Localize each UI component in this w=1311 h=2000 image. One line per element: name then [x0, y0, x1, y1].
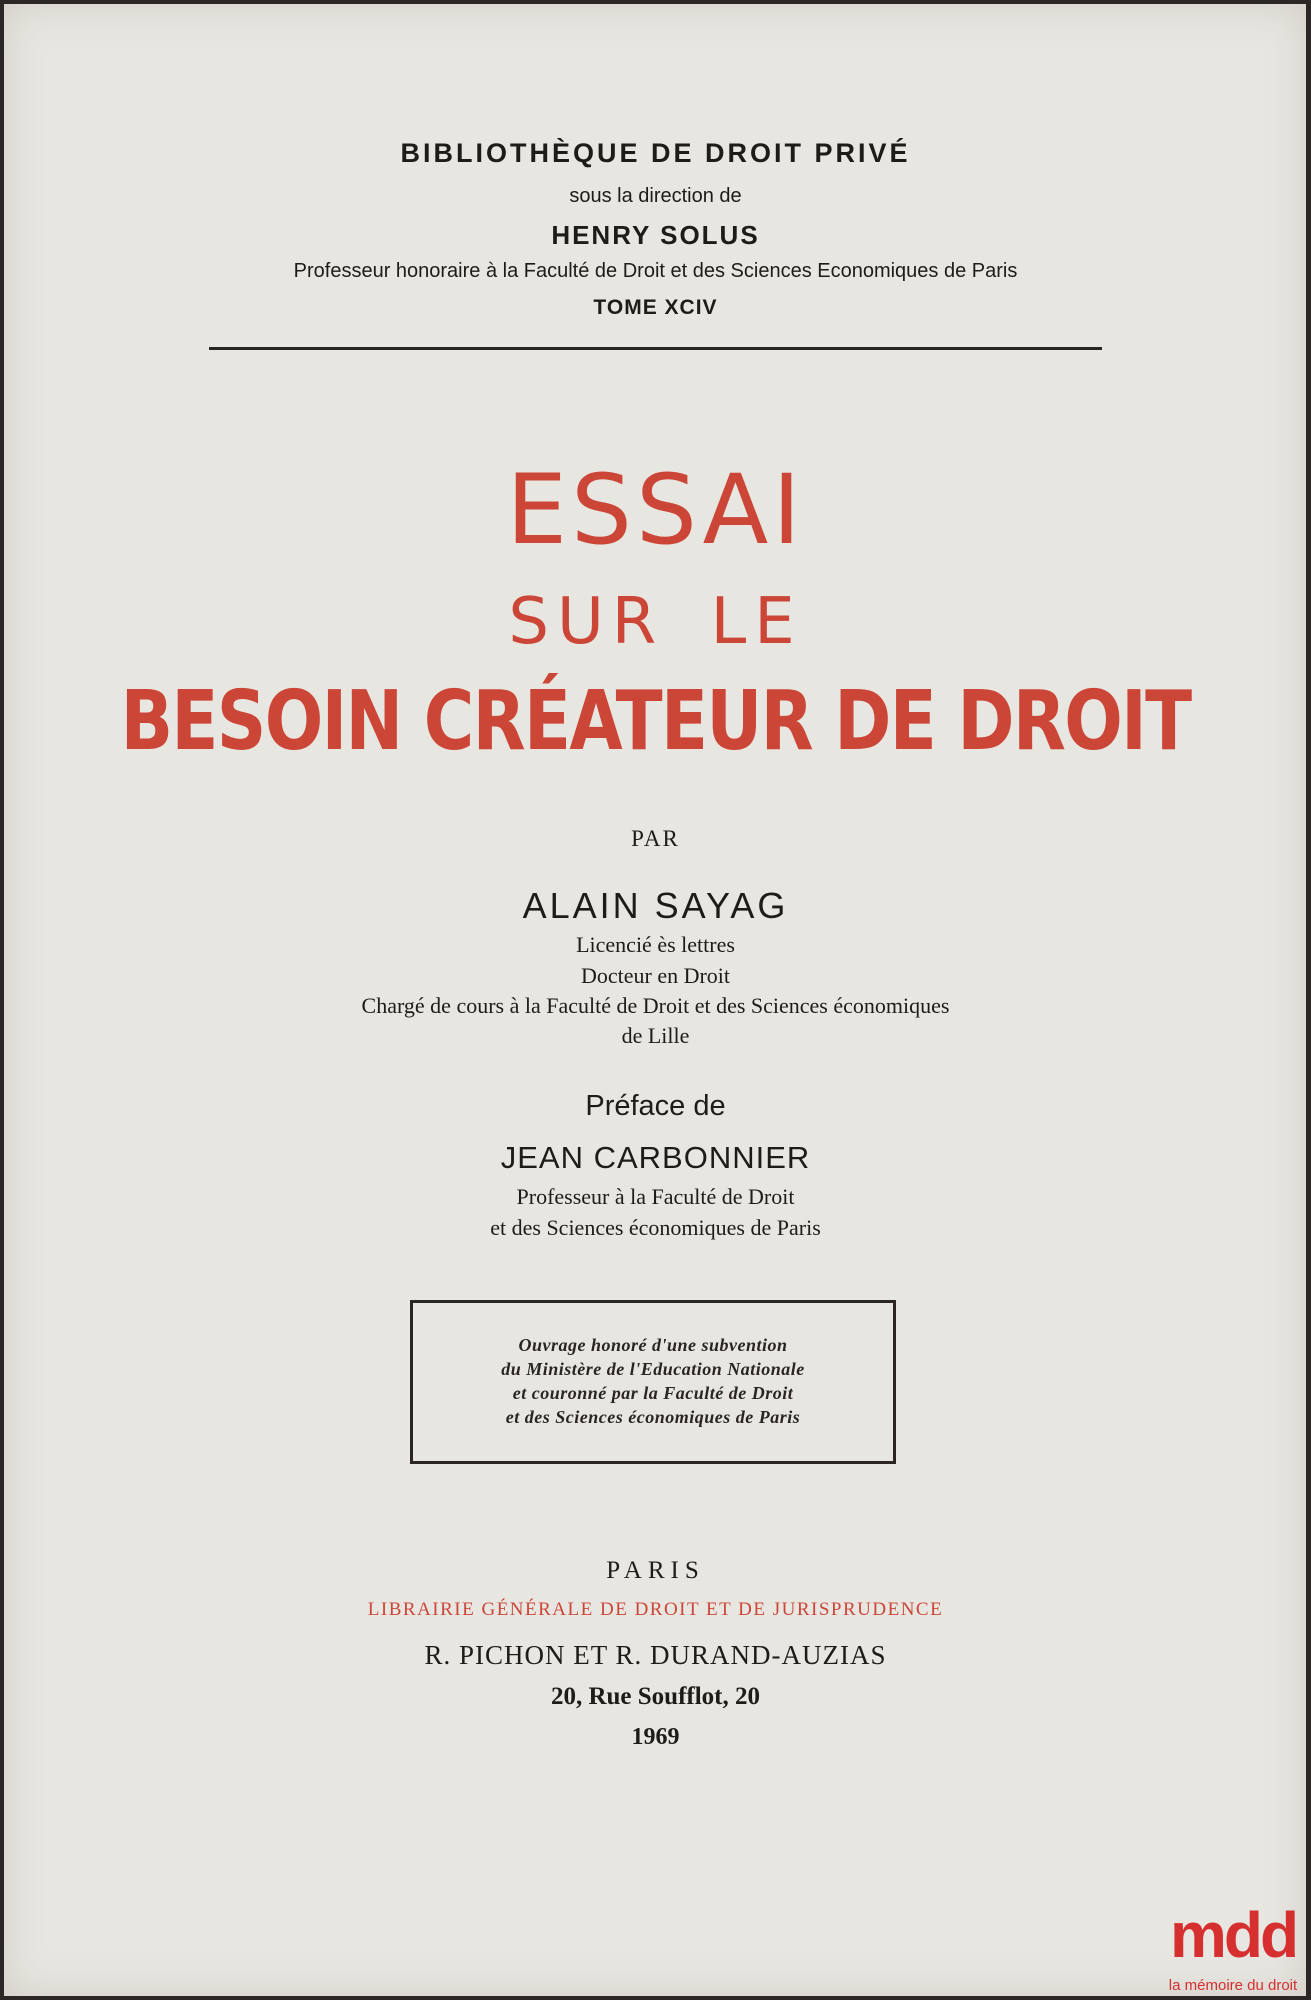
notice-line-1: Ouvrage honoré d'une subvention — [518, 1335, 788, 1355]
publisher-owners: R. PICHON ET R. DURAND-AUZIAS — [424, 1640, 887, 1670]
publisher-name: LIBRAIRIE GÉNÉRALE DE DROIT ET DE JURISPRUDENCE — [367, 1599, 944, 1620]
director-title: Professeur honoraire à la Faculté de Droit et des Sciences Economiques de Paris — [293, 260, 1018, 282]
preface-label: Préface de — [585, 1090, 726, 1122]
logo-mark: mdd — [1169, 1899, 1297, 1971]
author-credential-4: de Lille — [621, 1023, 690, 1048]
tome-number: TOME XCIV — [593, 296, 718, 319]
author-credential-1: Licencié ès lettres — [576, 932, 735, 957]
logo-tagline: la mémoire du droit — [1168, 1977, 1298, 1994]
par-label: PAR — [631, 826, 680, 851]
header-divider — [209, 347, 1102, 350]
preface-author: JEAN CARBONNIER — [500, 1140, 811, 1175]
director-name: HENRY SOLUS — [551, 220, 760, 250]
honor-notice-box — [410, 1300, 896, 1464]
author-name: ALAIN SAYAG — [522, 885, 789, 926]
notice-line-2: du Ministère de l'Education Nationale — [501, 1359, 805, 1379]
author-credential-3: Chargé de cours à la Faculté de Droit et des Sciences économiques — [361, 993, 950, 1018]
notice-line-4: et des Sciences économiques de Paris — [505, 1407, 801, 1427]
title-line-3: BESOIN CRÉATEUR DE DROIT — [120, 674, 1191, 769]
preface-author-title-1: Professeur à la Faculté de Droit — [516, 1184, 795, 1209]
mdd-logo — [1155, 1900, 1311, 2000]
publisher-city: PARIS — [606, 1557, 705, 1584]
author-credential-2: Docteur en Droit — [580, 963, 731, 988]
title-line-2: SUR LE — [508, 585, 803, 659]
notice-line-3: et couronné par la Faculté de Droit — [512, 1383, 794, 1403]
title-line-1: ESSAI — [506, 454, 805, 566]
series-title: BIBLIOTHÈQUE DE DROIT PRIVÉ — [400, 138, 911, 168]
preface-author-title-2: et des Sciences économiques de Paris — [490, 1215, 821, 1240]
publication-year: 1969 — [631, 1724, 680, 1750]
direction-label: sous la direction de — [569, 185, 742, 207]
publisher-address: 20, Rue Soufflot, 20 — [550, 1683, 761, 1710]
